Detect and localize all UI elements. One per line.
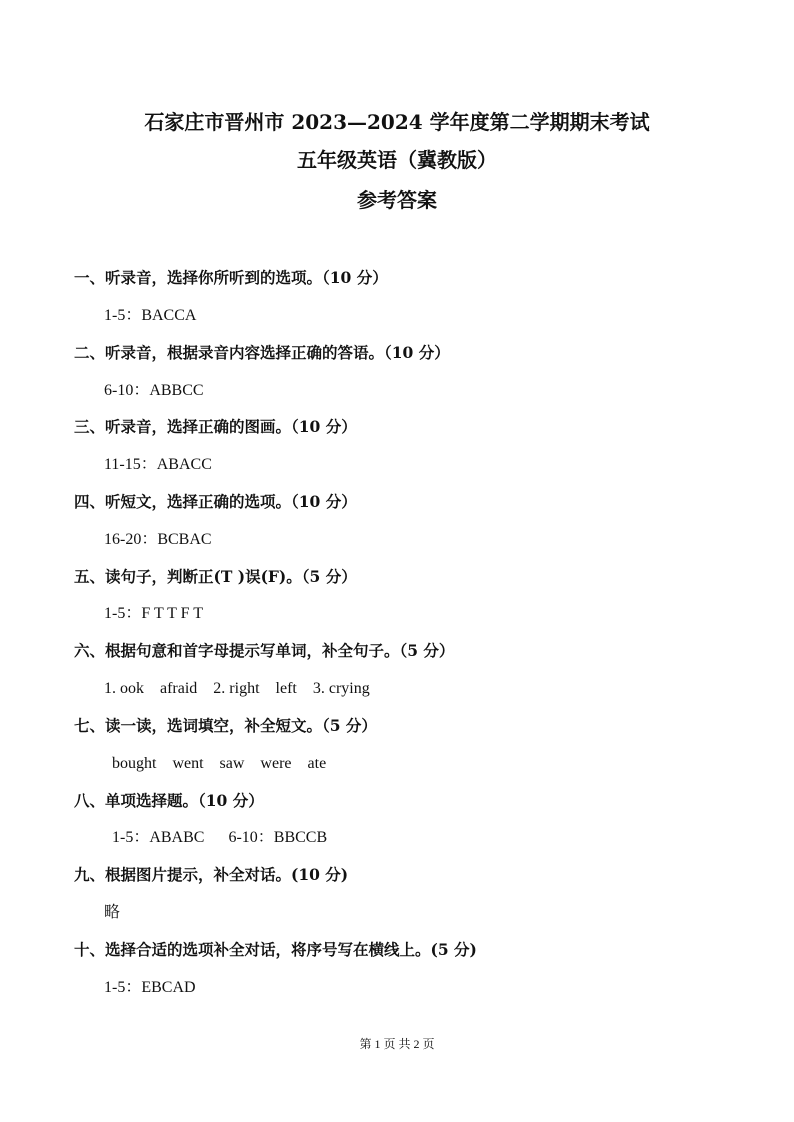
section-heading-4: 四、听短文，选择正确的选项。（10 分） [74,492,357,511]
section-answer-7: bought went saw were ate [112,755,327,772]
section-heading-10: 十、选择合适的选项补全对话，将序号写在横线上。(5 分) [74,940,477,959]
section-answer-5: 1-5：F T T F T [104,605,204,622]
section-heading-5: 五、读句子，判断正(T )误(F)。（5 分） [74,567,357,586]
section-heading-1: 一、听录音，选择你所听到的选项。（10 分） [74,268,388,287]
page-number: 第 1 页 共 2 页 [359,1037,435,1051]
section-answer-3: 11-15：ABACC [104,456,212,473]
section-heading-7: 七、读一读，选词填空，补全短文。（5 分） [74,716,377,735]
section-heading-8: 八、单项选择题。（10 分） [74,791,264,810]
section-answer-2: 6-10：ABBCC [104,382,204,399]
section-answer-9: 略 [104,904,121,921]
document-subtitle: 五年级英语（冀教版） [297,148,497,172]
section-heading-9: 九、根据图片提示，补全对话。(10 分) [74,865,349,884]
section-heading-6: 六、根据句意和首字母提示写单词，补全句子。（5 分） [74,641,455,660]
document-title: 石家庄市晋州市 2023—2024 学年度第二学期期末考试 [144,110,650,134]
section-answer-4: 16-20：BCBAC [104,531,212,548]
section-heading-3: 三、听录音，选择正确的图画。（10 分） [74,417,357,436]
section-answer-8: 1-5：ABABC 6-10：BBCCB [112,829,328,846]
section-heading-2: 二、听录音，根据录音内容选择正确的答语。（10 分） [74,343,450,362]
section-answer-1: 1-5：BACCA [104,307,197,324]
section-answer-10: 1-5：EBCAD [104,979,196,996]
section-answer-6: 1. ook afraid 2. right left 3. crying [104,680,370,697]
answer-key-title: 参考答案 [357,188,437,212]
